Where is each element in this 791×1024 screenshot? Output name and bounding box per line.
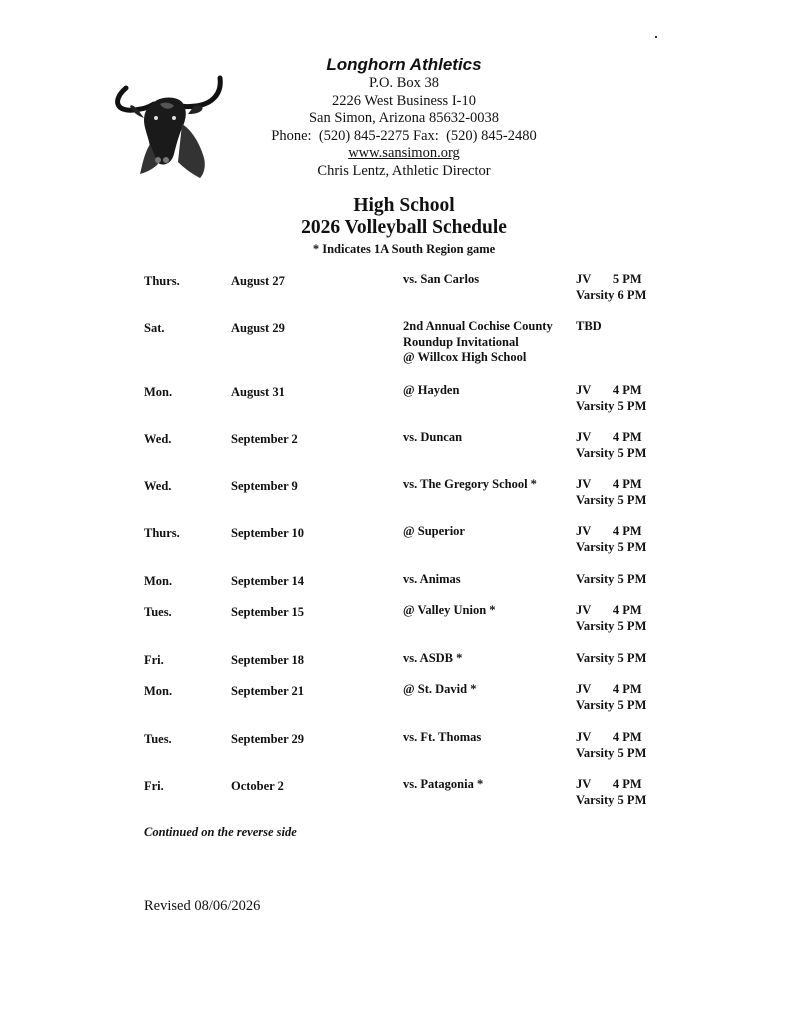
time-line: JV 4 PM	[576, 682, 642, 696]
opponent-line: @ Valley Union *	[403, 603, 496, 617]
game-opponent	[403, 730, 573, 746]
game-date: August 29	[231, 321, 285, 335]
game-times	[576, 777, 656, 808]
time-line: Varsity 5 PM	[576, 445, 647, 460]
time-line: TBD	[576, 319, 602, 333]
opponent-line: @ Hayden	[403, 383, 460, 397]
game-opponent	[403, 524, 573, 540]
region-game-note: * Indicates 1A South Region game	[312, 242, 496, 256]
time-line: JV 4 PM	[576, 730, 642, 744]
time-line: Varsity 5 PM	[576, 398, 647, 413]
phone-fax-line: Phone: (520) 845-2275 Fax: (520) 845-2480	[271, 127, 537, 144]
time-line: JV 4 PM	[576, 524, 642, 538]
address-line-po-box: P.O. Box 38	[368, 75, 440, 91]
title-line-2: 2026 Volleyball Schedule	[301, 217, 507, 238]
game-times	[576, 272, 656, 303]
time-line: JV 4 PM	[576, 430, 642, 444]
game-date: October 2	[231, 779, 284, 793]
time-line: JV 5 PM	[576, 272, 642, 286]
opponent-line: @ Willcox High School	[403, 350, 527, 364]
opponent-line: vs. Duncan	[403, 430, 463, 444]
opponent-line: Roundup Invitational	[403, 334, 519, 349]
game-day: Thurs.	[144, 526, 180, 540]
opponent-line: vs. Animas	[403, 572, 461, 586]
game-date: September 2	[231, 432, 298, 446]
opponent-line: vs. The Gregory School *	[403, 477, 537, 491]
game-opponent	[403, 572, 573, 588]
time-line: Varsity 5 PM	[576, 539, 647, 554]
time-line: Varsity 5 PM	[576, 745, 647, 760]
org-name: Longhorn Athletics	[326, 55, 482, 74]
game-opponent	[403, 777, 573, 793]
game-times	[576, 682, 656, 713]
game-times	[576, 477, 656, 508]
time-line: Varsity 5 PM	[576, 697, 647, 712]
game-opponent	[403, 651, 573, 667]
game-day: Thurs.	[144, 274, 180, 288]
game-day: Tues.	[144, 605, 172, 619]
time-line: JV 4 PM	[576, 777, 642, 791]
game-date: August 27	[231, 274, 285, 288]
game-opponent	[403, 272, 573, 288]
game-opponent	[403, 430, 573, 446]
scan-speck	[655, 36, 657, 38]
revised-date: Revised 08/06/2026	[144, 898, 261, 914]
letterhead	[200, 54, 608, 180]
game-date: September 9	[231, 479, 298, 493]
game-times	[576, 603, 656, 634]
game-day: Wed.	[144, 432, 172, 446]
game-date: September 29	[231, 732, 305, 746]
time-line: Varsity 5 PM	[576, 492, 647, 507]
document-title-block	[200, 195, 608, 258]
opponent-line: 2nd Annual Cochise County	[403, 319, 553, 333]
game-times	[576, 430, 656, 461]
opponent-line: @ Superior	[403, 524, 465, 538]
time-line: JV 4 PM	[576, 383, 642, 397]
game-day: Mon.	[144, 385, 173, 399]
opponent-line: vs. San Carlos	[403, 272, 480, 286]
opponent-line: vs. ASDB *	[403, 651, 463, 665]
game-date: September 18	[231, 653, 305, 667]
time-line: Varsity 5 PM	[576, 651, 647, 665]
game-day: Sat.	[144, 321, 165, 335]
game-times	[576, 651, 656, 667]
game-opponent	[403, 477, 573, 493]
game-times	[576, 730, 656, 761]
time-line: Varsity 5 PM	[576, 792, 647, 807]
time-line: JV 4 PM	[576, 603, 642, 617]
opponent-line: @ St. David *	[403, 682, 477, 696]
time-line: Varsity 5 PM	[576, 618, 647, 633]
game-times	[576, 572, 656, 588]
title-line-1: High School	[353, 195, 455, 216]
game-date: September 10	[231, 526, 305, 540]
game-day: Tues.	[144, 732, 172, 746]
game-date: August 31	[231, 385, 285, 399]
game-opponent	[403, 682, 573, 698]
game-times	[576, 383, 656, 414]
website-link[interactable]: www.sansimon.org	[348, 145, 460, 161]
game-day: Wed.	[144, 479, 172, 493]
game-times	[576, 524, 656, 555]
athletic-director: Chris Lentz, Athletic Director	[317, 162, 491, 179]
game-day: Fri.	[144, 779, 164, 793]
opponent-line: vs. Ft. Thomas	[403, 730, 482, 744]
opponent-line: vs. Patagonia *	[403, 777, 484, 791]
game-opponent	[403, 603, 573, 619]
game-opponent	[403, 383, 573, 399]
time-line: Varsity 5 PM	[576, 572, 647, 586]
address-line-city: San Simon, Arizona 85632-0038	[308, 110, 500, 126]
game-times	[576, 319, 656, 335]
address-line-street: 2226 West Business I-10	[332, 92, 476, 109]
game-opponent	[403, 319, 573, 366]
time-line: JV 4 PM	[576, 477, 642, 491]
game-date: September 15	[231, 605, 305, 619]
game-day: Mon.	[144, 574, 173, 588]
game-day: Mon.	[144, 684, 173, 698]
time-line: Varsity 6 PM	[576, 287, 647, 302]
game-day: Fri.	[144, 653, 164, 667]
continued-note: Continued on the reverse side	[144, 825, 297, 839]
game-date: September 21	[231, 684, 305, 698]
game-date: September 14	[231, 574, 305, 588]
